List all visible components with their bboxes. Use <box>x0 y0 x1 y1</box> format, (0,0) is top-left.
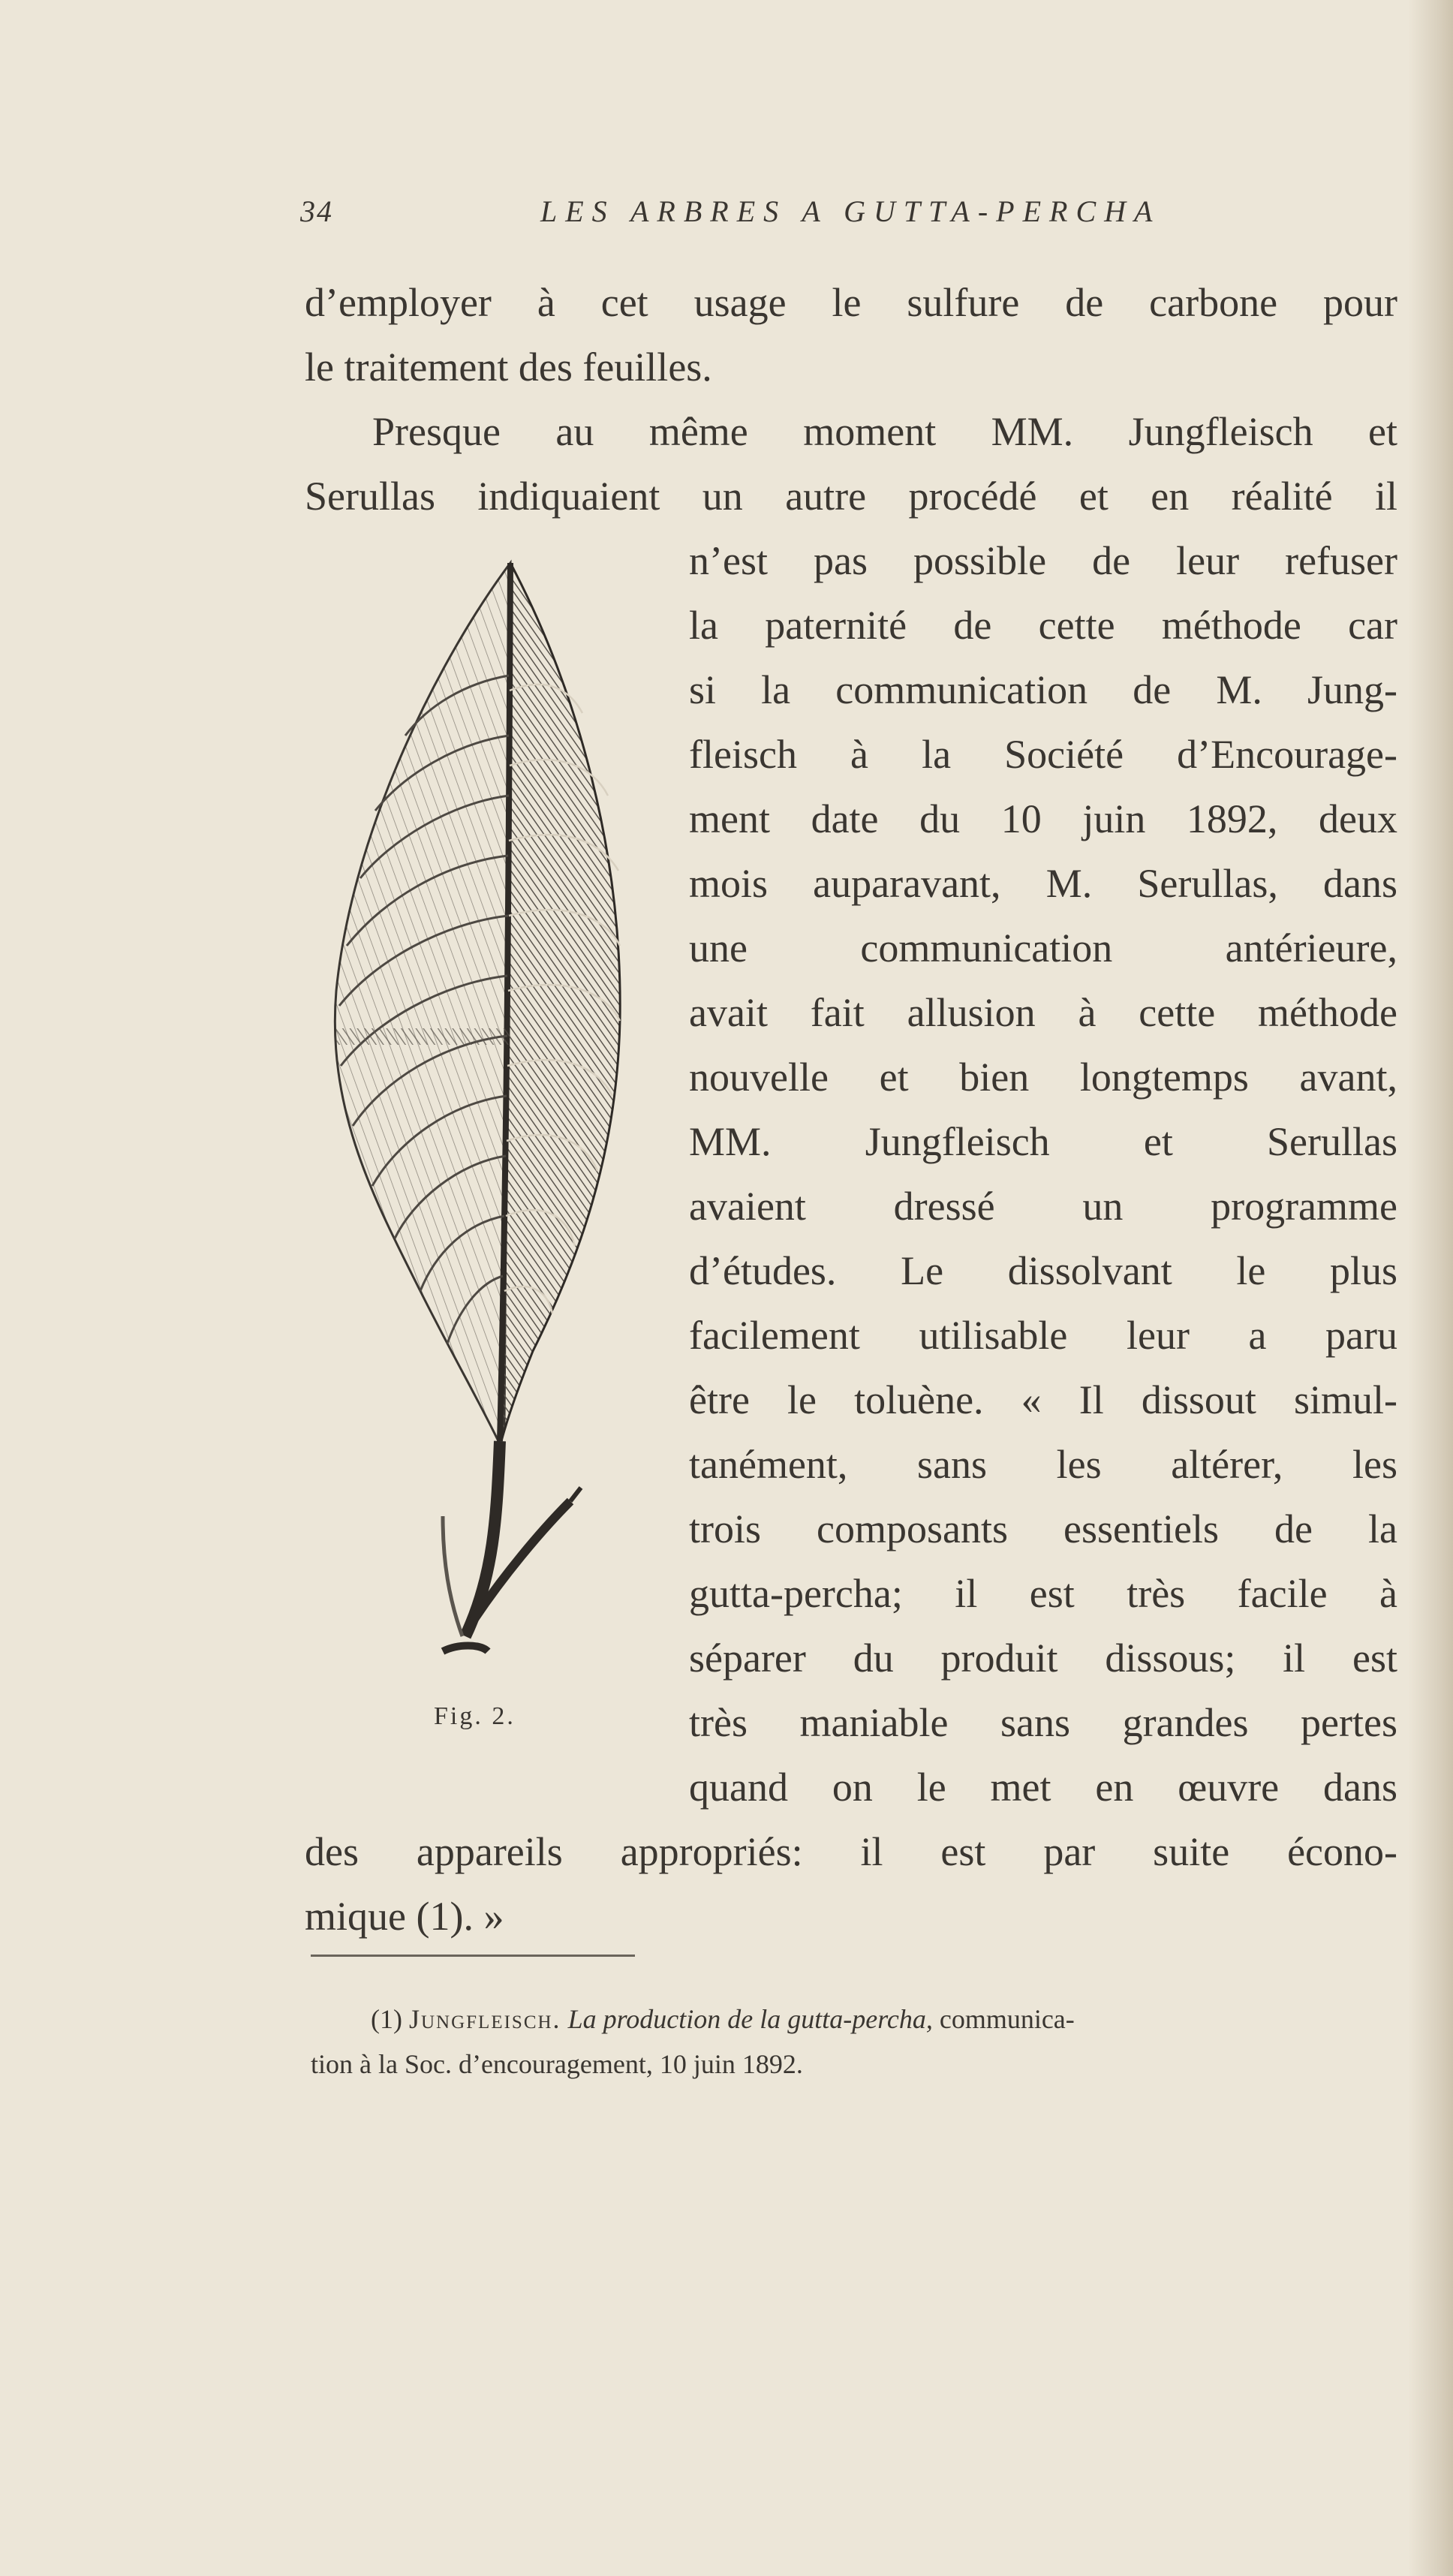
text-line: Presque au même moment MM. Jungfleisch et <box>372 409 1397 454</box>
footnote-line-1 <box>371 1997 1075 2042</box>
text-line: le traitement des feuilles. <box>305 345 712 390</box>
text-line: Serullas indiquaient un autre procédé et en réalité il <box>305 474 1397 519</box>
text-line: avait fait allusion à cette méthode <box>689 990 1397 1035</box>
text-line: fleisch à la Société d’Encourage- <box>689 732 1397 777</box>
footnote-rule <box>311 1955 635 1957</box>
text-line: ment date du 10 juin 1892, deux <box>689 796 1397 841</box>
footnote-line1-rest: communica- <box>939 2004 1075 2034</box>
figure-caption: Fig. 2. <box>434 1702 516 1730</box>
text-line: des appareils appropriés: il est par suite écono- <box>305 1829 1397 1874</box>
footnote-marker: (1) <box>371 2004 402 2034</box>
text-line: une communication antérieure, <box>689 925 1397 971</box>
leaf-figure <box>330 540 645 1711</box>
text-line: d’employer à cet usage le sulfure de carbone pour <box>305 280 1397 325</box>
text-line: avaient dressé un programme <box>689 1184 1397 1229</box>
text-line: si la communication de M. Jung- <box>689 667 1397 712</box>
page-header <box>300 194 1396 246</box>
text-line: séparer du produit dissous; il est <box>689 1636 1397 1681</box>
text-line: tanément, sans les altérer, les <box>689 1442 1397 1487</box>
text-line: MM. Jungfleisch et Serullas <box>689 1119 1397 1164</box>
text-line: gutta-percha; il est très facile à <box>689 1571 1397 1616</box>
text-line: quand on le met en œuvre dans <box>689 1765 1397 1810</box>
text-line: mique (1). » <box>305 1894 504 1939</box>
footnote-title: La production de la gutta-percha, <box>567 2004 933 2034</box>
text-line: la paternité de cette méthode car <box>689 603 1397 648</box>
text-line: n’est pas possible de leur refuser <box>689 538 1397 583</box>
footnote-author: Jungfleisch. <box>408 2004 561 2034</box>
text-line: être le toluène. « Il dissout simul- <box>689 1377 1397 1422</box>
running-title: LES ARBRES A GUTTA-PERCHA <box>540 194 1161 228</box>
text-line: trois composants essentiels de la <box>689 1506 1397 1551</box>
page-number: 34 <box>300 194 333 228</box>
text-line: nouvelle et bien longtemps avant, <box>689 1055 1397 1100</box>
leaf-illustration <box>330 540 645 1711</box>
text-line: mois auparavant, M. Serullas, dans <box>689 861 1397 906</box>
text-line: facilement utilisable leur a paru <box>689 1313 1397 1358</box>
text-line: très maniable sans grandes pertes <box>689 1700 1397 1745</box>
text-line: d’études. Le dissolvant le plus <box>689 1248 1397 1293</box>
footnote-line-2: tion à la Soc. d’encouragement, 10 juin 1892. <box>311 2049 803 2079</box>
page-edge-shadow <box>1408 0 1453 2576</box>
